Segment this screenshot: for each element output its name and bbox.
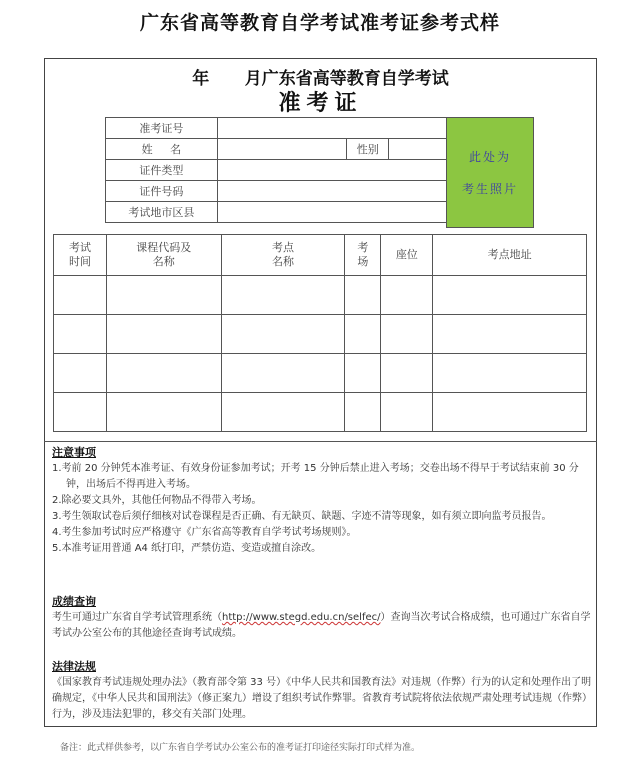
schedule-header-row [54,235,587,276]
candidate-info-table [105,117,447,223]
score-query-text: 考生可通过广东省自学考试管理系统（http://www.stegd.edu.cn/selfec/）查询当次考试合格成绩，也可通过广东省自学考试办公室公布的其他途径查询考试成绩。 [52,612,591,639]
info-row-exam-number [106,118,447,139]
notice-item-3: 3.考生领取试卷后须仔细核对试卷课程是否正确、有无缺页、缺题、字迹不清等现象，如有须立即向监考员报告。 [52,511,552,522]
exam-schedule-table [53,234,587,432]
exam-region-label: 考试地市区县 [106,202,218,223]
notice-item-2: 2.除必要文具外，其他任何物品不得带入考场。 [52,495,262,506]
info-row-exam-region [106,202,447,223]
remark-note: 备注：此式样供参考，以广东省自学考试办公室公布的准考证打印途径实际打印式样为准。 [60,743,421,753]
photo-label-line1: 此处为 [468,149,511,164]
admission-ticket-title: 准考证 [278,90,363,116]
notice-heading: 注意事项 [52,446,96,459]
table-row [54,276,587,315]
header-exam-time: 考试 时间 [54,235,107,276]
info-row-id-number [106,181,447,202]
header-address: 考点地址 [433,235,587,276]
header-exam-room: 考 场 [345,235,381,276]
score-query-heading: 成绩查询 [52,595,96,608]
section-divider [44,441,597,442]
header-exam-center: 考点 名称 [221,235,345,276]
header-seat: 座位 [381,235,433,276]
name-label: 姓 名 [106,139,218,160]
score-query-section [52,594,592,642]
gender-label: 性别 [347,139,389,160]
header-course: 课程代码及 名称 [106,235,221,276]
info-row-id-type [106,160,447,181]
table-row [54,315,587,354]
exam-session-title: 年 月广东省高等教育自学考试 [192,69,449,89]
document-title: 广东省高等教育自学考试准考证参考式样 [139,12,500,34]
notice-section [52,445,592,557]
photo-placeholder [446,117,534,228]
exam-number-value [217,118,446,139]
exam-region-value [217,202,446,223]
id-number-label: 证件号码 [106,181,218,202]
id-number-value [217,181,446,202]
laws-text: 《国家教育考试违规处理办法》（教育部令第 33 号）《中华人民共和国教育法》对违规（作弊）行为的认定和处理作出了明确规定，《中华人民共和国刑法》（修正案九）增设了组织考试作弊罪。省教育考试院将依法依规严肃处理考试违规（作弊）行为，涉及违法犯罪的，移交有关部门处理。 [52,677,592,720]
laws-section [52,659,592,723]
notice-item-5: 5.本准考证用普通 A4 纸打印，严禁仿造、变造或擅自涂改。 [52,543,322,554]
notice-item-4: 4.考生参加考试时应严格遵守《广东省高等教育自学考试考场规则》。 [52,527,357,538]
notice-item-1: 1.考前 20 分钟凭本准考证、有效身份证参加考试；开考 15 分钟后禁止进入考场；交卷出场不得早于考试结束前 30 分钟，出场后不得再进入考场。 [52,463,579,490]
table-row [54,354,587,393]
laws-heading: 法律法规 [52,660,96,673]
table-row [54,393,587,432]
gender-value [389,139,447,160]
photo-label-line2: 考生照片 [461,181,518,196]
name-value [217,139,347,160]
id-type-label: 证件类型 [106,160,218,181]
id-type-value [217,160,446,181]
info-row-name [106,139,447,160]
exam-number-label: 准考证号 [106,118,218,139]
score-query-link[interactable]: http://www.stegd.edu.cn/selfec/ [222,612,381,623]
